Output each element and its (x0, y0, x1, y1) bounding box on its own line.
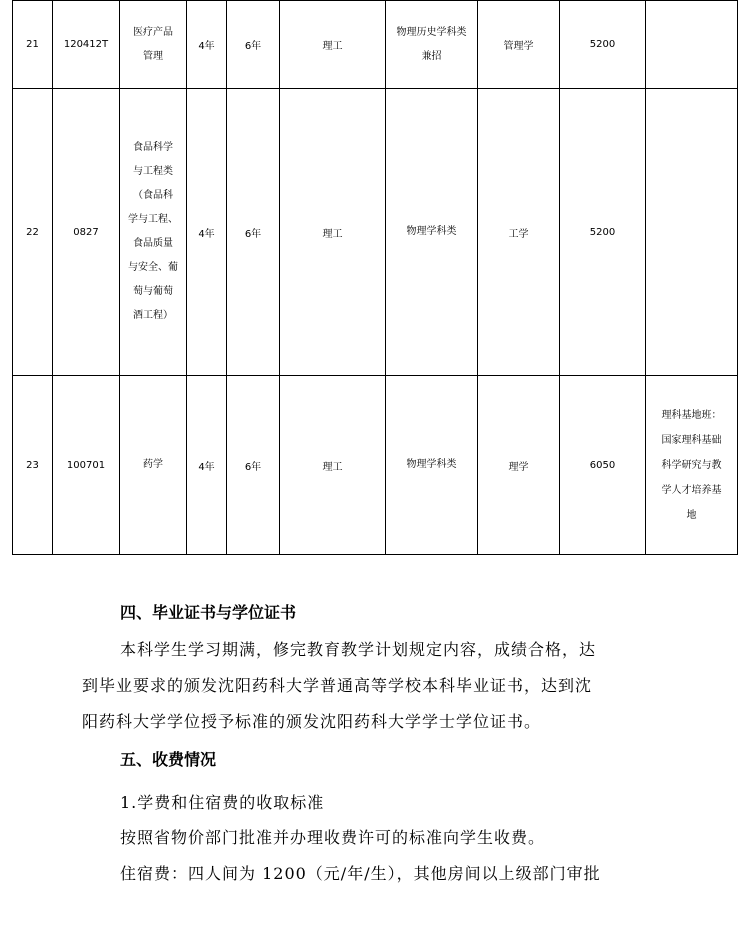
subject-requirement (386, 376, 478, 555)
section-4-title: 四、毕业证书与学位证书 (120, 603, 297, 622)
majors-table (12, 0, 738, 555)
subject-line: 物理学科类 (406, 459, 457, 470)
subject-line: 物理历史学科类 (396, 26, 467, 38)
remark (646, 376, 738, 555)
table-row (13, 89, 738, 376)
remark-line: 国家理科基础 (661, 434, 722, 446)
major-name-line: 食品质量 (133, 238, 173, 249)
row-number: 23 (13, 376, 53, 555)
category: 理工 (280, 1, 386, 89)
major-name-line: 与安全、葡 (128, 262, 178, 273)
subject-line: 物理学科类 (406, 226, 457, 237)
major-name (120, 89, 187, 376)
subject-requirement (386, 1, 478, 89)
section-5-paragraph: 住宿费：四人间为 1200（元/年/生），其他房间以上级部门审批 (120, 864, 601, 883)
remark-line: 科学研究与教 (661, 459, 722, 471)
section-5-paragraph: 按照省物价部门批准并办理收费许可的标准向学生收费。 (120, 828, 546, 847)
major-name-line: 学与工程、 (128, 214, 178, 225)
duration: 4年 (187, 89, 227, 376)
major-name-line: 管理 (143, 50, 163, 62)
major-name-line: （食品科 (133, 190, 173, 201)
major-code: 0827 (53, 89, 120, 376)
max-years: 6年 (227, 376, 280, 555)
subject-requirement (386, 89, 478, 376)
category: 理工 (280, 89, 386, 376)
duration: 4年 (187, 1, 227, 89)
row-number: 21 (13, 1, 53, 89)
fee: 5200 (560, 89, 646, 376)
degree: 管理学 (478, 1, 560, 89)
remark-line: 理科基地班： (661, 409, 722, 421)
section-4-paragraph-line: 到毕业要求的颁发沈阳药科大学普通高等学校本科毕业证书，达到沈 (82, 676, 593, 695)
major-name-line: 医疗产品 (133, 26, 173, 38)
category: 理工 (280, 376, 386, 555)
section-5-subheading: 1.学费和住宿费的收取标准 (120, 793, 325, 812)
table-row (13, 376, 738, 555)
degree: 工学 (478, 89, 560, 376)
remark (646, 89, 738, 376)
major-name-line: 萄与葡萄 (133, 286, 173, 297)
row-number: 22 (13, 89, 53, 376)
major-code: 100701 (53, 376, 120, 555)
major-name (120, 376, 187, 555)
major-name-line: 药学 (143, 459, 163, 470)
major-name (120, 1, 187, 89)
degree: 理学 (478, 376, 560, 555)
table-row (13, 1, 738, 89)
remark-line: 学人才培养基 (661, 484, 722, 496)
major-code: 120412T (53, 1, 120, 89)
max-years: 6年 (227, 1, 280, 89)
remark (646, 1, 738, 89)
fee: 6050 (560, 376, 646, 555)
major-name-line: 酒工程） (133, 310, 173, 321)
section-5-title: 五、收费情况 (120, 750, 217, 769)
duration: 4年 (187, 376, 227, 555)
major-name-line: 与工程类 (133, 166, 173, 177)
remark-line: 地 (686, 509, 697, 521)
major-name-line: 食品科学 (133, 142, 173, 153)
max-years: 6年 (227, 89, 280, 376)
subject-line: 兼招 (421, 50, 442, 62)
section-4-paragraph-line: 阳药科大学学位授予标准的颁发沈阳药科大学学士学位证书。 (82, 712, 542, 731)
fee: 5200 (560, 1, 646, 89)
section-4-paragraph-line: 本科学生学习期满，修完教育教学计划规定内容，成绩合格，达 (120, 640, 597, 659)
